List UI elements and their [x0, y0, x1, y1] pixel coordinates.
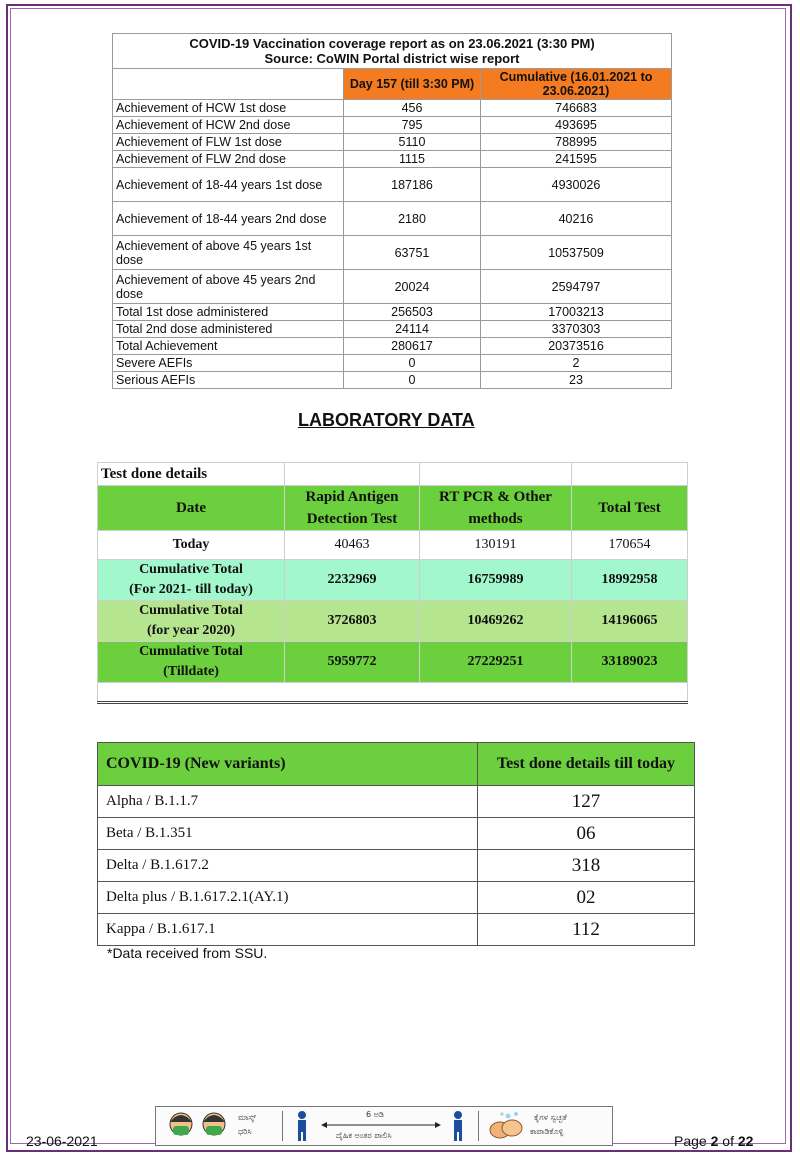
variant-count: 02 [478, 882, 695, 914]
lab-row-label-line1: Cumulative Total [139, 603, 243, 618]
vaccination-row-label: Total Achievement [113, 338, 344, 355]
lab-header-rtpcr-line1: RT PCR & Other [439, 489, 552, 505]
variant-row [98, 914, 695, 946]
vaccination-row [113, 355, 672, 372]
variants-header-count: Test done details till today [478, 743, 695, 786]
vaccination-row [113, 202, 672, 236]
vaccination-cumulative-value: 241595 [481, 151, 672, 168]
banner-hands-line2: ಕಾಪಾಡಿಕೊಳ್ಳಿ [530, 1127, 564, 1136]
vaccination-row-label: Total 1st dose administered [113, 304, 344, 321]
distance-arrow-icon [321, 1122, 441, 1128]
data-source-note: *Data received from SSU. [107, 945, 268, 961]
lab-rapid-value: 5959772 [285, 642, 420, 683]
lab-header-rapid [285, 486, 420, 531]
vaccination-cumulative-value: 746683 [481, 100, 672, 117]
lab-total-value: 170654 [572, 531, 688, 560]
lab-rtpcr-value: 130191 [420, 531, 572, 560]
lab-caption-empty [572, 463, 688, 486]
footer-date: 23-06-2021 [26, 1133, 98, 1149]
lab-row-label-line2: (for year 2020) [146, 623, 236, 638]
vaccination-row-label: Achievement of above 45 years 2nd dose [113, 270, 344, 304]
vaccination-day-value: 795 [344, 117, 481, 134]
page-current: 2 [710, 1133, 719, 1149]
vaccination-row-label: Achievement of HCW 2nd dose [113, 117, 344, 134]
vaccination-row-label: Achievement of 18-44 years 1st dose [113, 168, 344, 202]
vaccination-cumulative-value: 788995 [481, 134, 672, 151]
banner-distance-top: 6 ಅಡಿ [366, 1110, 384, 1119]
lab-rtpcr-value: 16759989 [420, 560, 572, 601]
variant-count: 127 [478, 786, 695, 818]
vaccination-row-label: Achievement of 18-44 years 2nd dose [113, 202, 344, 236]
lab-total-value: 14196065 [572, 601, 688, 642]
person-right-icon [446, 1110, 470, 1142]
vaccination-row-label: Achievement of FLW 1st dose [113, 134, 344, 151]
lab-row-label-line1: Cumulative Total [139, 644, 243, 659]
banner-distance-bottom: ದೈಹಿಕ ಅಂತರ ಪಾಲಿಸಿ [336, 1131, 392, 1140]
lab-row-label-line2: (Tilldate) [163, 664, 219, 679]
variant-row [98, 818, 695, 850]
vaccination-day-value: 24114 [344, 321, 481, 338]
vaccination-row [113, 236, 672, 270]
lab-total-value: 33189023 [572, 642, 688, 683]
vaccination-row [113, 338, 672, 355]
handwash-icon [486, 1110, 526, 1142]
banner-mask-line1: ಮಾಸ್ಕ್ [238, 1113, 257, 1122]
lab-rapid-value: 2232969 [285, 560, 420, 601]
vaccination-day-value: 20024 [344, 270, 481, 304]
vaccination-row-label: Total 2nd dose administered [113, 321, 344, 338]
variant-count: 112 [478, 914, 695, 946]
vaccination-day-value: 256503 [344, 304, 481, 321]
page-number [674, 1133, 753, 1149]
lab-row-cumulative-2020 [98, 601, 688, 642]
mask-faces-icon [164, 1110, 234, 1142]
vaccination-cumulative-value: 493695 [481, 117, 672, 134]
lab-row-cumulative-tilldate [98, 642, 688, 683]
vaccination-day-value: 0 [344, 372, 481, 389]
vaccination-header-empty [113, 69, 344, 100]
variant-count: 318 [478, 850, 695, 882]
lab-rtpcr-value: 10469262 [420, 601, 572, 642]
variant-name: Alpha / B.1.1.7 [98, 786, 478, 818]
variant-row [98, 850, 695, 882]
lab-rapid-value: 40463 [285, 531, 420, 560]
page-of: of [718, 1133, 738, 1149]
variant-name: Delta plus / B.1.617.2.1(AY.1) [98, 882, 478, 914]
vaccination-row-label: Achievement of above 45 years 1st dose [113, 236, 344, 270]
vaccination-day-value: 1115 [344, 151, 481, 168]
vaccination-cumulative-value: 4930026 [481, 168, 672, 202]
vaccination-row [113, 304, 672, 321]
lab-total-value: 18992958 [572, 560, 688, 601]
vaccination-row [113, 168, 672, 202]
page-total: 22 [737, 1133, 754, 1149]
vaccination-row [113, 151, 672, 168]
vaccination-source: Source: CoWIN Portal district wise report [264, 51, 520, 66]
vaccination-cumulative-value: 2594797 [481, 270, 672, 304]
vaccination-row [113, 134, 672, 151]
lab-row-label [98, 642, 285, 683]
vaccination-row [113, 100, 672, 117]
variant-name: Kappa / B.1.617.1 [98, 914, 478, 946]
lab-table-bottom-rule [98, 683, 688, 703]
vaccination-cumulative-value: 23 [481, 372, 672, 389]
page-prefix: Page [674, 1133, 711, 1149]
vaccination-cumulative-value: 20373516 [481, 338, 672, 355]
vaccination-day-value: 187186 [344, 168, 481, 202]
vaccination-day-value: 456 [344, 100, 481, 117]
lab-test-table [97, 462, 688, 704]
banner-divider [282, 1111, 283, 1141]
vaccination-row [113, 270, 672, 304]
vaccination-header-day: Day 157 (till 3:30 PM) [344, 69, 481, 100]
lab-header-rtpcr [420, 486, 572, 531]
person-left-icon [290, 1110, 314, 1142]
vaccination-day-value: 0 [344, 355, 481, 372]
lab-header-rapid-line2: Detection Test [306, 511, 398, 527]
vaccination-table [112, 33, 672, 389]
vaccination-cumulative-value: 3370303 [481, 321, 672, 338]
variant-count: 06 [478, 818, 695, 850]
vaccination-title [113, 34, 672, 69]
lab-row-today [98, 531, 688, 560]
vaccination-row [113, 117, 672, 134]
lab-row-label [98, 601, 285, 642]
variant-row [98, 882, 695, 914]
lab-caption-empty [285, 463, 420, 486]
lab-caption: Test done details [98, 463, 285, 486]
vaccination-day-value: 2180 [344, 202, 481, 236]
vaccination-cumulative-value: 17003213 [481, 304, 672, 321]
lab-row-label-line1: Cumulative Total [139, 562, 243, 577]
variants-header-name: COVID-19 (New variants) [98, 743, 478, 786]
lab-row-label-line2: (For 2021- till today) [129, 582, 253, 597]
lab-row-label: Today [98, 531, 285, 560]
vaccination-cumulative-value: 10537509 [481, 236, 672, 270]
lab-header-date: Date [98, 486, 285, 531]
lab-caption-empty [420, 463, 572, 486]
lab-header-rapid-line1: Rapid Antigen [305, 489, 399, 505]
vaccination-row-label: Achievement of FLW 2nd dose [113, 151, 344, 168]
lab-row-cumulative-2021 [98, 560, 688, 601]
lab-rtpcr-value: 27229251 [420, 642, 572, 683]
vaccination-day-value: 280617 [344, 338, 481, 355]
lab-header-rtpcr-line2: methods [468, 511, 523, 527]
variant-name: Delta / B.1.617.2 [98, 850, 478, 882]
vaccination-row [113, 372, 672, 389]
vaccination-header-cumulative: Cumulative (16.01.2021 to 23.06.2021) [481, 69, 672, 100]
banner-hands-line1: ಕೈಗಳ ಸ್ವಚ್ಛತೆ [534, 1113, 567, 1122]
laboratory-data-title: LABORATORY DATA [298, 410, 475, 430]
lab-row-label [98, 560, 285, 601]
banner-divider [478, 1111, 479, 1141]
vaccination-cumulative-value: 40216 [481, 202, 672, 236]
vaccination-row-label: Serious AEFIs [113, 372, 344, 389]
vaccination-row-label: Severe AEFIs [113, 355, 344, 372]
vaccination-day-value: 63751 [344, 236, 481, 270]
variant-row [98, 786, 695, 818]
vaccination-row-label: Achievement of HCW 1st dose [113, 100, 344, 117]
variants-table [97, 742, 695, 946]
vaccination-row [113, 321, 672, 338]
safety-banner [155, 1106, 613, 1146]
lab-rapid-value: 3726803 [285, 601, 420, 642]
vaccination-day-value: 5110 [344, 134, 481, 151]
lab-header-total: Total Test [572, 486, 688, 531]
variant-name: Beta / B.1.351 [98, 818, 478, 850]
banner-mask-line2: ಧರಿಸಿ [238, 1127, 252, 1136]
vaccination-cumulative-value: 2 [481, 355, 672, 372]
vaccination-title-line1: COVID-19 Vaccination coverage report as on 23.06.2021 (3:30 PM) [189, 36, 595, 51]
